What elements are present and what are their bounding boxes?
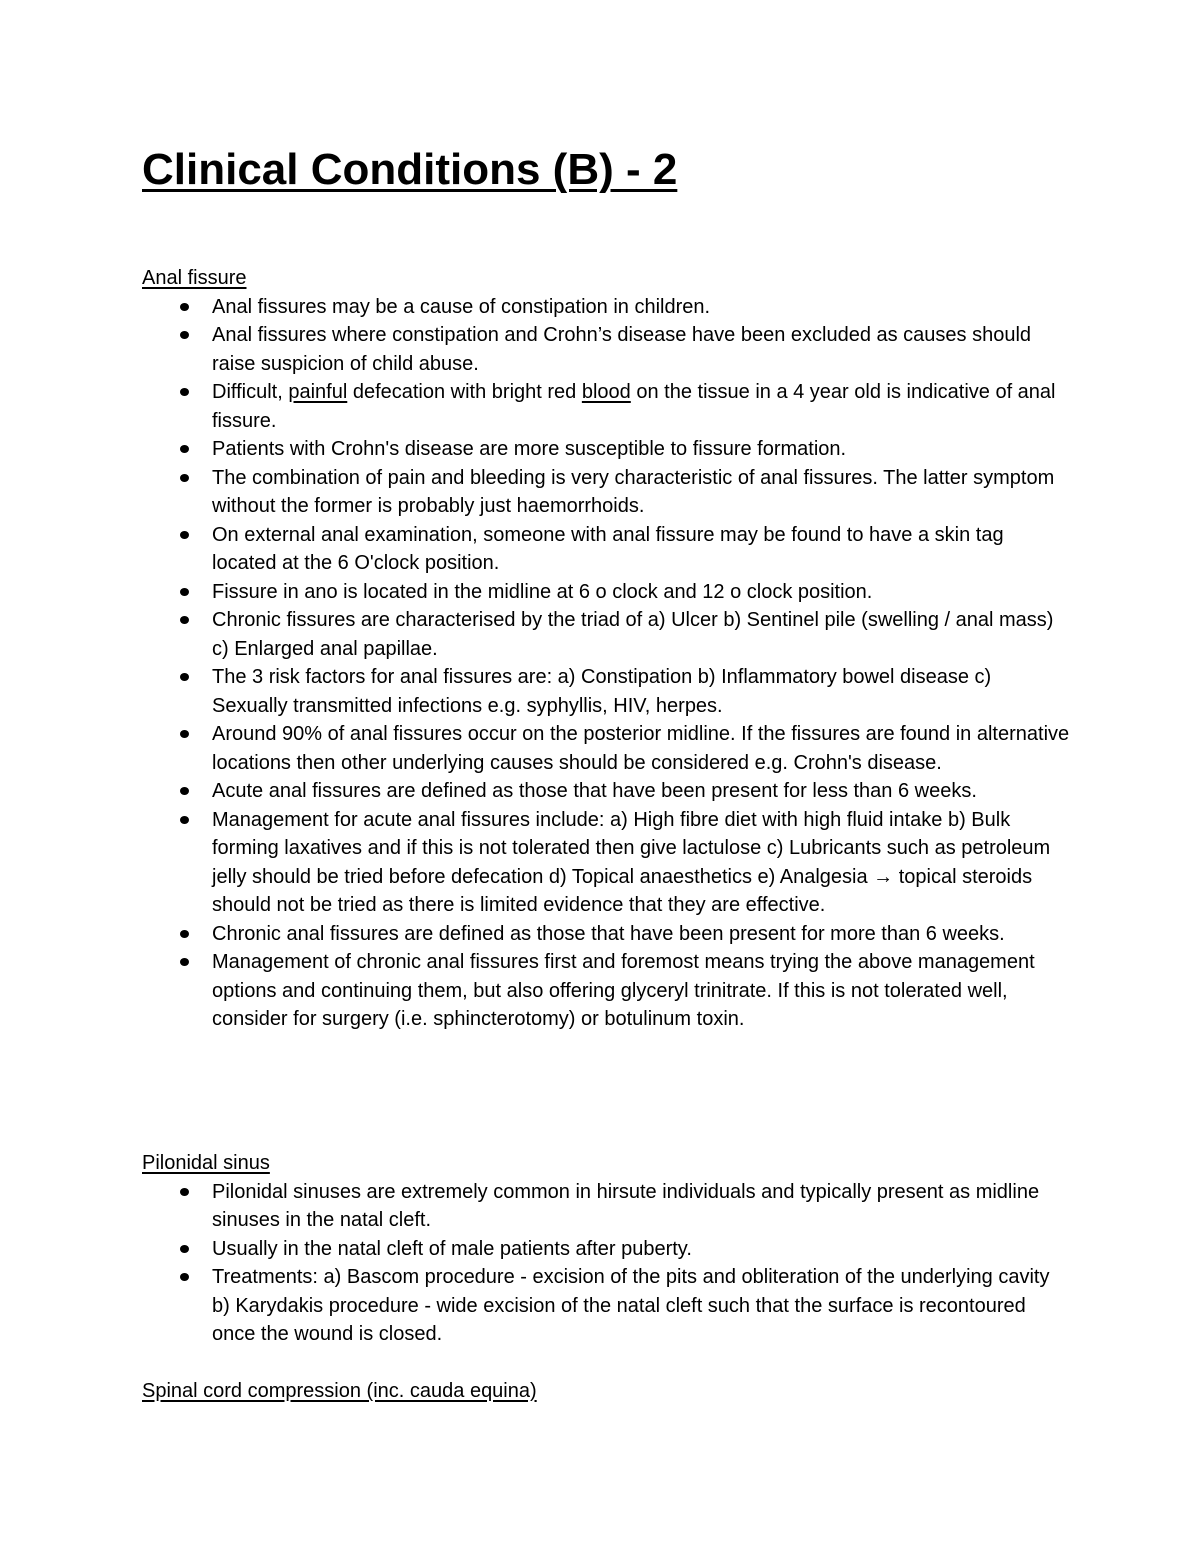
bullet-icon — [180, 474, 189, 482]
bullet-icon — [180, 730, 189, 738]
section-heading-spinal-cord: Spinal cord compression (inc. cauda equina) — [142, 1380, 537, 1402]
bullet-icon — [180, 303, 189, 311]
bullet-icon — [180, 958, 189, 966]
bullet-icon — [180, 1245, 189, 1253]
list-item — [142, 1235, 1070, 1264]
list-item-text: On external anal examination, someone with anal fissure may be found to have a skin tag located at the 6 O'clock position. — [212, 523, 1004, 574]
list-item-text: Chronic fissures are characterised by the triad of a) Ulcer b) Sentinel pile (swelling / anal mass) c) Enlarged anal papillae. — [212, 609, 1054, 660]
bullet-icon — [180, 588, 189, 596]
bullet-icon — [180, 787, 189, 795]
section-anal-fissure — [142, 264, 1070, 1034]
page-title: Clinical Conditions (B) - 2 — [142, 145, 678, 194]
list-item — [142, 435, 1070, 464]
section-pilonidal-sinus — [142, 1149, 1070, 1349]
bullet-list-pilonidal-sinus — [142, 1178, 1070, 1349]
bullet-icon — [180, 445, 189, 453]
list-item-text: Treatments: a) Bascom procedure - excision of the pits and obliteration of the underlying cavity b) Karydakis procedure - wide excision of the natal cleft such that the surface is recontoured once the wound is closed. — [212, 1266, 1050, 1345]
list-item-text-post: on the tissue in a 4 year old is indicative of anal fissure. — [212, 381, 1056, 432]
list-item — [142, 1178, 1070, 1235]
list-item — [142, 1263, 1070, 1349]
list-item — [142, 720, 1070, 777]
bullet-icon — [180, 531, 189, 539]
bullet-icon — [180, 930, 189, 938]
list-item — [142, 578, 1070, 607]
bullet-icon — [180, 816, 189, 824]
list-item — [142, 321, 1070, 378]
list-item-text: Chronic anal fissures are defined as those that have been present for more than 6 weeks. — [212, 922, 1005, 945]
list-item — [142, 293, 1070, 322]
list-item — [142, 464, 1070, 521]
bullet-icon — [180, 616, 189, 624]
list-item — [142, 606, 1070, 663]
bullet-icon — [180, 1273, 189, 1281]
section-heading-pilonidal-sinus: Pilonidal sinus — [142, 1152, 270, 1174]
list-item — [142, 806, 1070, 920]
section-heading-anal-fissure: Anal fissure — [142, 267, 247, 289]
list-item-text: The combination of pain and bleeding is very characteristic of anal fissures. The latter symptom without the former is probably just haemorrhoids. — [212, 466, 1055, 517]
list-item — [142, 920, 1070, 949]
list-item — [142, 948, 1070, 1034]
list-item-text: Usually in the natal cleft of male patients after puberty. — [212, 1237, 692, 1260]
list-item-text: Fissure in ano is located in the midline at 6 o clock and 12 o clock position. — [212, 580, 873, 603]
list-item — [142, 777, 1070, 806]
underlined-word-blood: blood — [581, 381, 631, 403]
bullet-list-anal-fissure — [142, 293, 1070, 1034]
bullet-icon — [180, 673, 189, 681]
list-item — [142, 663, 1070, 720]
section-spinal-cord — [142, 1377, 1070, 1406]
list-item-text-mid: defecation with bright red — [347, 381, 582, 403]
list-item-text: Around 90% of anal fissures occur on the posterior midline. If the fissures are found in alternative locations then other underlying causes should be considered e.g. Crohn's disease. — [212, 723, 1070, 774]
list-item — [142, 521, 1070, 578]
bullet-icon — [180, 388, 189, 396]
list-item-text: Pilonidal sinuses are extremely common in hirsute individuals and typically present as midline sinuses in the natal cleft. — [212, 1180, 1040, 1231]
list-item-text: Management for acute anal fissures include: a) High fibre diet with high fluid intake b) Bulk forming laxatives and if this is not tolerated then give lactulose c) Lubricants such as petroleum jelly should be tried before defecation d) Topical anaesthetics e) Analgesia → topical steroids should not be tried as there is limited evidence that they are effective. — [212, 808, 1051, 916]
list-item-text: Anal fissures where constipation and Crohn’s disease have been excluded as causes should raise suspicion of child abuse. — [212, 324, 1032, 375]
bullet-icon — [180, 331, 189, 339]
list-item — [142, 378, 1070, 435]
list-item-text: Acute anal fissures are defined as those that have been present for less than 6 weeks. — [212, 780, 977, 802]
list-item-text: Patients with Crohn's disease are more susceptible to fissure formation. — [212, 438, 847, 460]
list-item-text: The 3 risk factors for anal fissures are: a) Constipation b) Inflammatory bowel disease c) Sexually transmitted infections e.g. syphyllis, HIV, herpes. — [212, 666, 992, 717]
underlined-word-painful: painful — [288, 381, 348, 403]
list-item-text: Management of chronic anal fissures first and foremost means trying the above management options and continuing them, but also offering glyceryl trinitrate. If this is not tolerated well, consider for surgery (i.e. sphincterotomy) or botulinum toxin. — [212, 951, 1035, 1030]
list-item-text-pre: Difficult, — [212, 381, 289, 403]
list-item-text: Anal fissures may be a cause of constipation in children. — [212, 295, 711, 318]
bullet-icon — [180, 1188, 189, 1196]
